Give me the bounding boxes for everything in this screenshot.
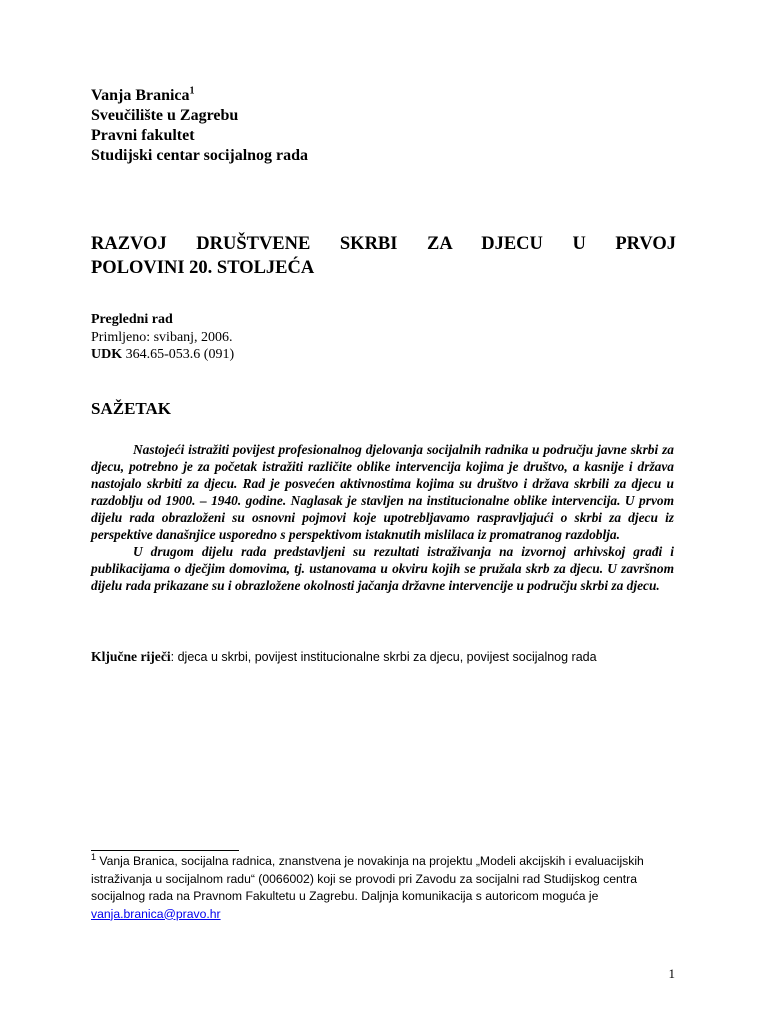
paper-title-line-1: RAZVOJ DRUŠTVENE SKRBI ZA DJECU U PRVOJ (91, 234, 676, 254)
paper-meta (91, 311, 234, 364)
author-footnote-mark[interactable]: 1 (189, 85, 195, 97)
keywords-line (91, 649, 597, 665)
paper-title (91, 232, 676, 280)
paper-title-line-2: POLOVINI 20. STOLJEĆA (91, 258, 315, 278)
author-email-link[interactable]: vanja.branica@pravo.hr (91, 906, 221, 921)
abstract-body (91, 441, 674, 594)
udk-line (91, 346, 234, 364)
institution-centre: Studijski centar socijalnog rada (91, 147, 309, 164)
footnote-mark: 1 (91, 851, 97, 862)
keywords-text: : djeca u skrbi, povijest institucionalne skrbi za djecu, povijest socijalnog rada (170, 650, 597, 664)
abstract-heading: SAŽETAK (91, 399, 171, 418)
institution-faculty: Pravni fakultet (91, 127, 195, 144)
received-date: Primljeno: svibanj, 2006. (91, 329, 233, 345)
udk-label: UDK (91, 347, 123, 362)
footnote-text: Vanja Branica, socijalna radnica, znanstvena je novakinja na projektu „Modeli akcijskih i evaluacijskih istraživanja u socijalnom radu“ (0066002) koji se provodi pri Zavodu za socijalni rad Studijskog centra socijalnog rada na Pravnom Fakultetu u Zagrebu. Daljnja komunikacija s autoricom moguća je (91, 854, 644, 903)
keywords-label: Ključne riječi (91, 649, 171, 664)
footnote-separator (91, 850, 239, 851)
author-name: Vanja Branica (91, 87, 190, 104)
footnote (91, 853, 691, 923)
institution-university: Sveučilište u Zagrebu (91, 107, 239, 124)
abstract-paragraph-2: U drugom dijelu rada predstavljeni su rezultati istraživanja na izvornoj arhivskoj građi i publikacijama o dječjim domovima, tj. ustanovama u okviru kojih se pružala skrb za djecu. U završnom dijelu rada prikazane su i obrazložene okolnosti jačanja državne intervencije u području skrbi za djecu. (91, 544, 674, 593)
udk-value: 364.65-053.6 (091) (125, 347, 235, 362)
page-number: 1 (668, 966, 675, 981)
author-name-line (91, 86, 308, 106)
author-block (91, 86, 308, 166)
paper-type: Pregledni rad (91, 312, 173, 327)
abstract-paragraph-1: Nastojeći istražiti povijest profesionalnog djelovanja socijalnih radnika u području javne skrbi za djecu, potrebno je za početak istražiti različite oblike intervencija kojima je društvo, a kasnije i država nastojalo skrbiti za djecu. Rad je posvećen aktivnostima kojima su društvo i država skrbili za djecu u razdoblju od 1900. – 1940. godine. Naglasak je stavljen na institucionalne oblike intervencija. U prvom dijelu rada obrazloženi su osnovni pojmovi koje upotrebljavamo raspravljajući o skrbi za djecu iz perspektive današnjice usporedno s perspektivom istaknutih mislilaca iz promatranog razdoblja. (91, 442, 674, 542)
